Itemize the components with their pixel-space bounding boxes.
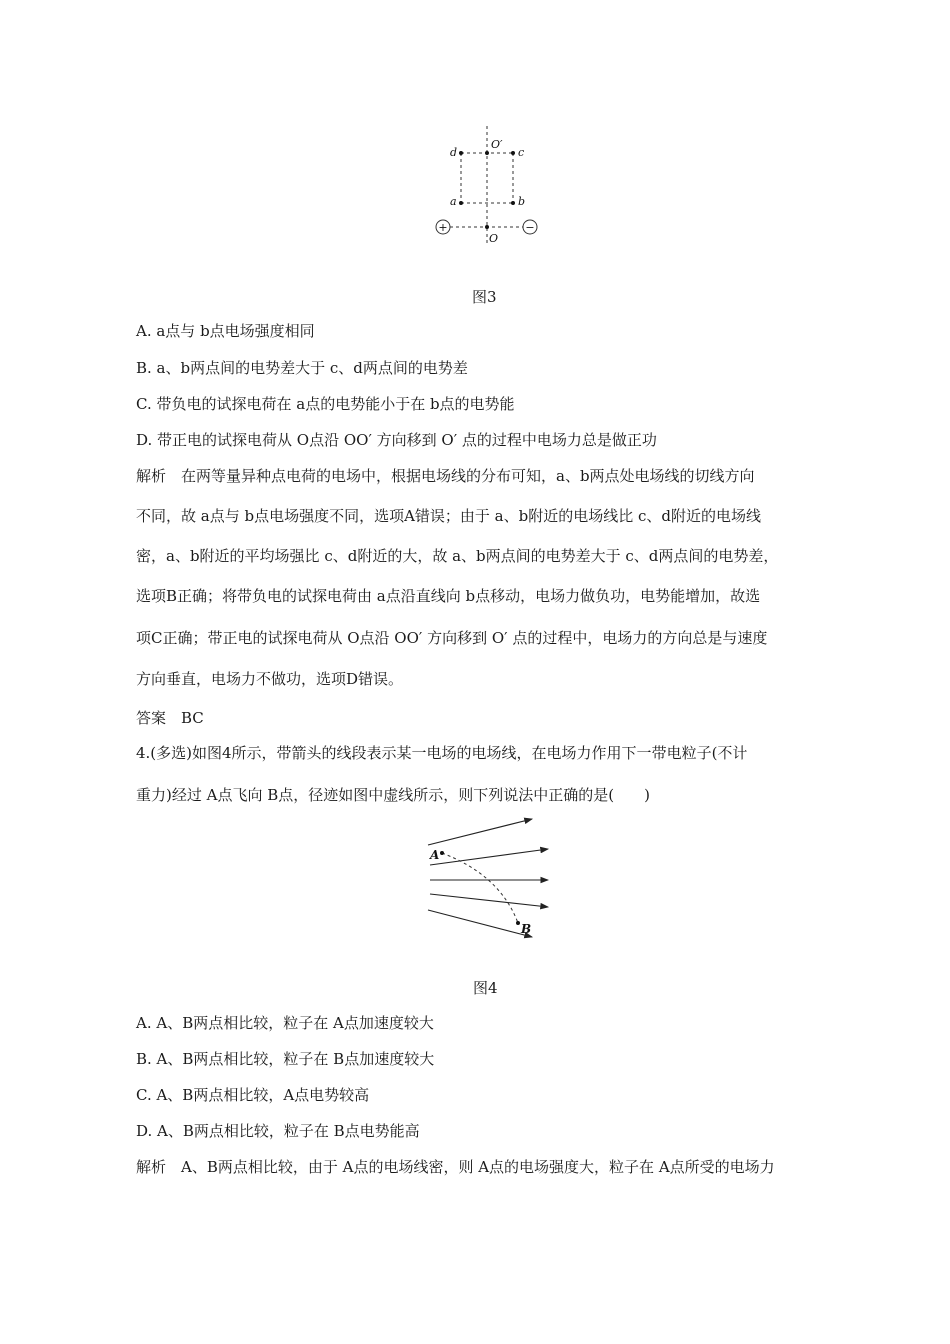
q3-analysis-line-1: 解析 在两等量异种点电荷的电场中，根据电场线的分布可知，a、b两点处电场线的切线方向 — [136, 467, 755, 485]
q3-option-a: A. a点与 b点电场强度相同 — [136, 322, 315, 340]
label-plus: + — [438, 221, 448, 234]
figure-4-caption: 图4 — [473, 979, 498, 997]
q3-analysis-line-4: 选项B正确；将带负电的试探电荷由 a点沿直线向 b点移动，电场力做负功，电势能增加，故选 — [136, 587, 761, 605]
point-o — [485, 225, 489, 229]
field-line-2 — [430, 849, 548, 865]
field-line-1 — [428, 819, 532, 845]
q3-analysis-line-5: 项C正确；带正电的试探电荷从 O点沿 OO′ 方向移到 O′ 点的过程中，电场力的方向总是与速度 — [136, 629, 768, 647]
label-b-upper: B — [521, 922, 532, 936]
point-b-dot — [516, 921, 520, 925]
figure-4-diagram — [420, 813, 560, 943]
particle-trajectory — [442, 853, 518, 923]
q3-analysis-line-3: 密，a、b附近的平均场强比 c、d附近的大，故 a、b两点间的电势差大于 c、d两点间的电势差， — [136, 547, 779, 565]
q3-analysis-line-6: 方向垂直，电场力不做功，选项D错误。 — [136, 670, 404, 688]
label-b: b — [518, 195, 526, 208]
label-a-upper: A — [430, 848, 440, 862]
label-minus: − — [525, 221, 535, 234]
point-d — [459, 151, 463, 155]
q4-stem-line-1: 4.(多选)如图4所示，带箭头的线段表示某一电场的电场线，在电场力作用下一带电粒子(不计 — [136, 744, 748, 762]
q3-answer: 答案 BC — [136, 709, 204, 727]
q4-stem-line-2: 重力)经过 A点飞向 B点，径迹如图中虚线所示，则下列说法中正确的是( ) — [136, 786, 650, 804]
point-a-dot — [440, 851, 444, 855]
figure-3-caption: 图3 — [472, 288, 497, 306]
q3-analysis-line-2: 不同，故 a点与 b点电场强度不同，选项A错误；由于 a、b附近的电场线比 c、d附近的电场线 — [136, 507, 762, 525]
label-o: O — [489, 232, 499, 245]
point-a — [459, 201, 463, 205]
label-c: c — [518, 146, 525, 159]
point-o-prime — [485, 151, 489, 155]
q4-analysis-line-1: 解析 A、B两点相比较，由于 A点的电场线密，则 A点的电场强度大，粒子在 A点所受的电场力 — [136, 1158, 775, 1176]
q3-option-c: C. 带负电的试探电荷在 a点的电势能小于在 b点的电势能 — [136, 395, 515, 413]
q4-option-b: B. A、B两点相比较，粒子在 B点加速度较大 — [136, 1050, 435, 1068]
label-a: a — [450, 195, 457, 208]
label-o-prime: O′ — [491, 138, 503, 151]
q3-option-d: D. 带正电的试探电荷从 O点沿 OO′ 方向移到 O′ 点的过程中电场力总是做正功 — [136, 431, 657, 449]
q4-option-d: D. A、B两点相比较，粒子在 B点电势能高 — [136, 1122, 420, 1140]
point-b — [511, 201, 515, 205]
figure-3-diagram — [430, 124, 550, 246]
q3-option-b: B. a、b两点间的电势差大于 c、d两点间的电势差 — [136, 359, 468, 377]
point-c — [511, 151, 515, 155]
q4-option-c: C. A、B两点相比较，A点电势较高 — [136, 1086, 370, 1104]
field-line-4 — [430, 894, 548, 907]
q4-option-a: A. A、B两点相比较，粒子在 A点加速度较大 — [136, 1014, 434, 1032]
label-d: d — [450, 146, 458, 159]
